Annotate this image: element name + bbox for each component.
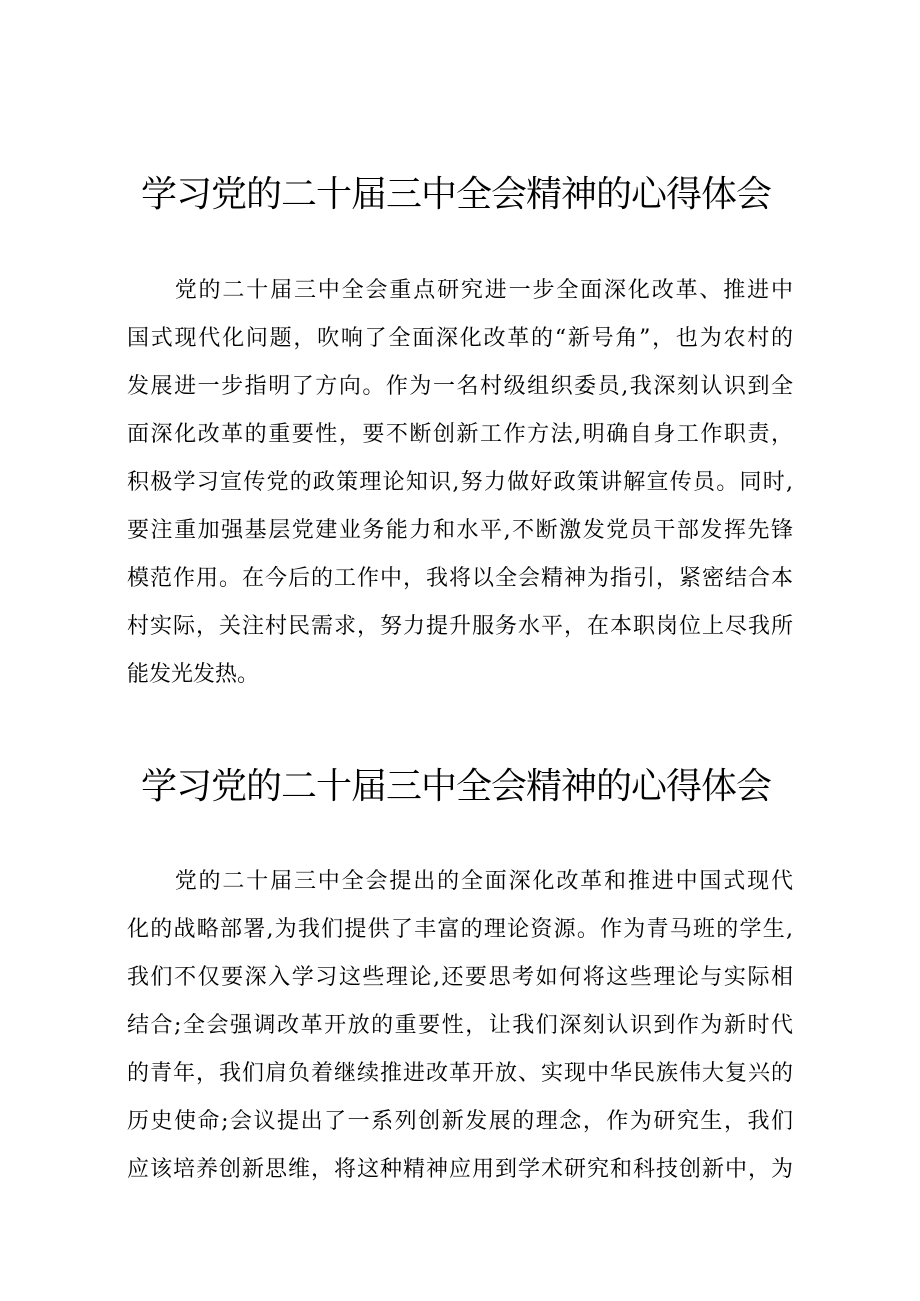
paragraph-line: 面深化改革的重要性，要不断创新工作方法,明确自身工作职责， [127, 422, 793, 447]
section-paragraph [127, 858, 793, 1194]
paragraph-line: 能发光发热。 [127, 662, 260, 687]
paragraph-line: 村实际，关注村民需求，努力提升服务水平，在本职岗位上尽我所 [127, 614, 793, 639]
paragraph-line: 国式现代化问题，吹响了全面深化改革的“新号角”，也为农村的 [127, 326, 793, 351]
paragraph-line: 结合;全会强调改革开放的重要性，让我们深刻认识到作为新时代 [127, 1013, 793, 1038]
paragraph-line: 化的战略部署,为我们提供了丰富的理论资源。作为青马班的学生, [127, 917, 793, 942]
paragraph-line: 积极学习宣传党的政策理论知识,努力做好政策讲解宣传员。同时, [127, 470, 793, 495]
paragraph-line: 党的二十届三中全会提出的全面深化改革和推进中国式现代 [127, 869, 793, 894]
paragraph-line: 发展进一步指明了方向。作为一名村级组织委员,我深刻认识到全 [127, 374, 793, 399]
section-paragraph [127, 267, 793, 699]
section-title: 学习党的二十届三中全会精神的心得体会 [141, 174, 772, 215]
paragraph-line: 要注重加强基层党建业务能力和水平,不断激发党员干部发挥先锋 [127, 518, 793, 543]
paragraph-line: 应该培养创新思维，将这种精神应用到学术研究和科技创新中，为 [127, 1157, 793, 1182]
paragraph-line: 的青年，我们肩负着继续推进改革开放、实现中华民族伟大复兴的 [127, 1061, 793, 1086]
paragraph-line: 模范作用。在今后的工作中，我将以全会精神为指引，紧密结合本 [127, 566, 793, 591]
paragraph-line: 党的二十届三中全会重点研究进一步全面深化改革、推进中 [127, 278, 793, 303]
paragraph-line: 我们不仅要深入学习这些理论,还要思考如何将这些理论与实际相 [127, 965, 793, 990]
section-title: 学习党的二十届三中全会精神的心得体会 [141, 766, 772, 807]
paragraph-line: 历史使命;会议提出了一系列创新发展的理念，作为研究生，我们 [127, 1109, 793, 1134]
